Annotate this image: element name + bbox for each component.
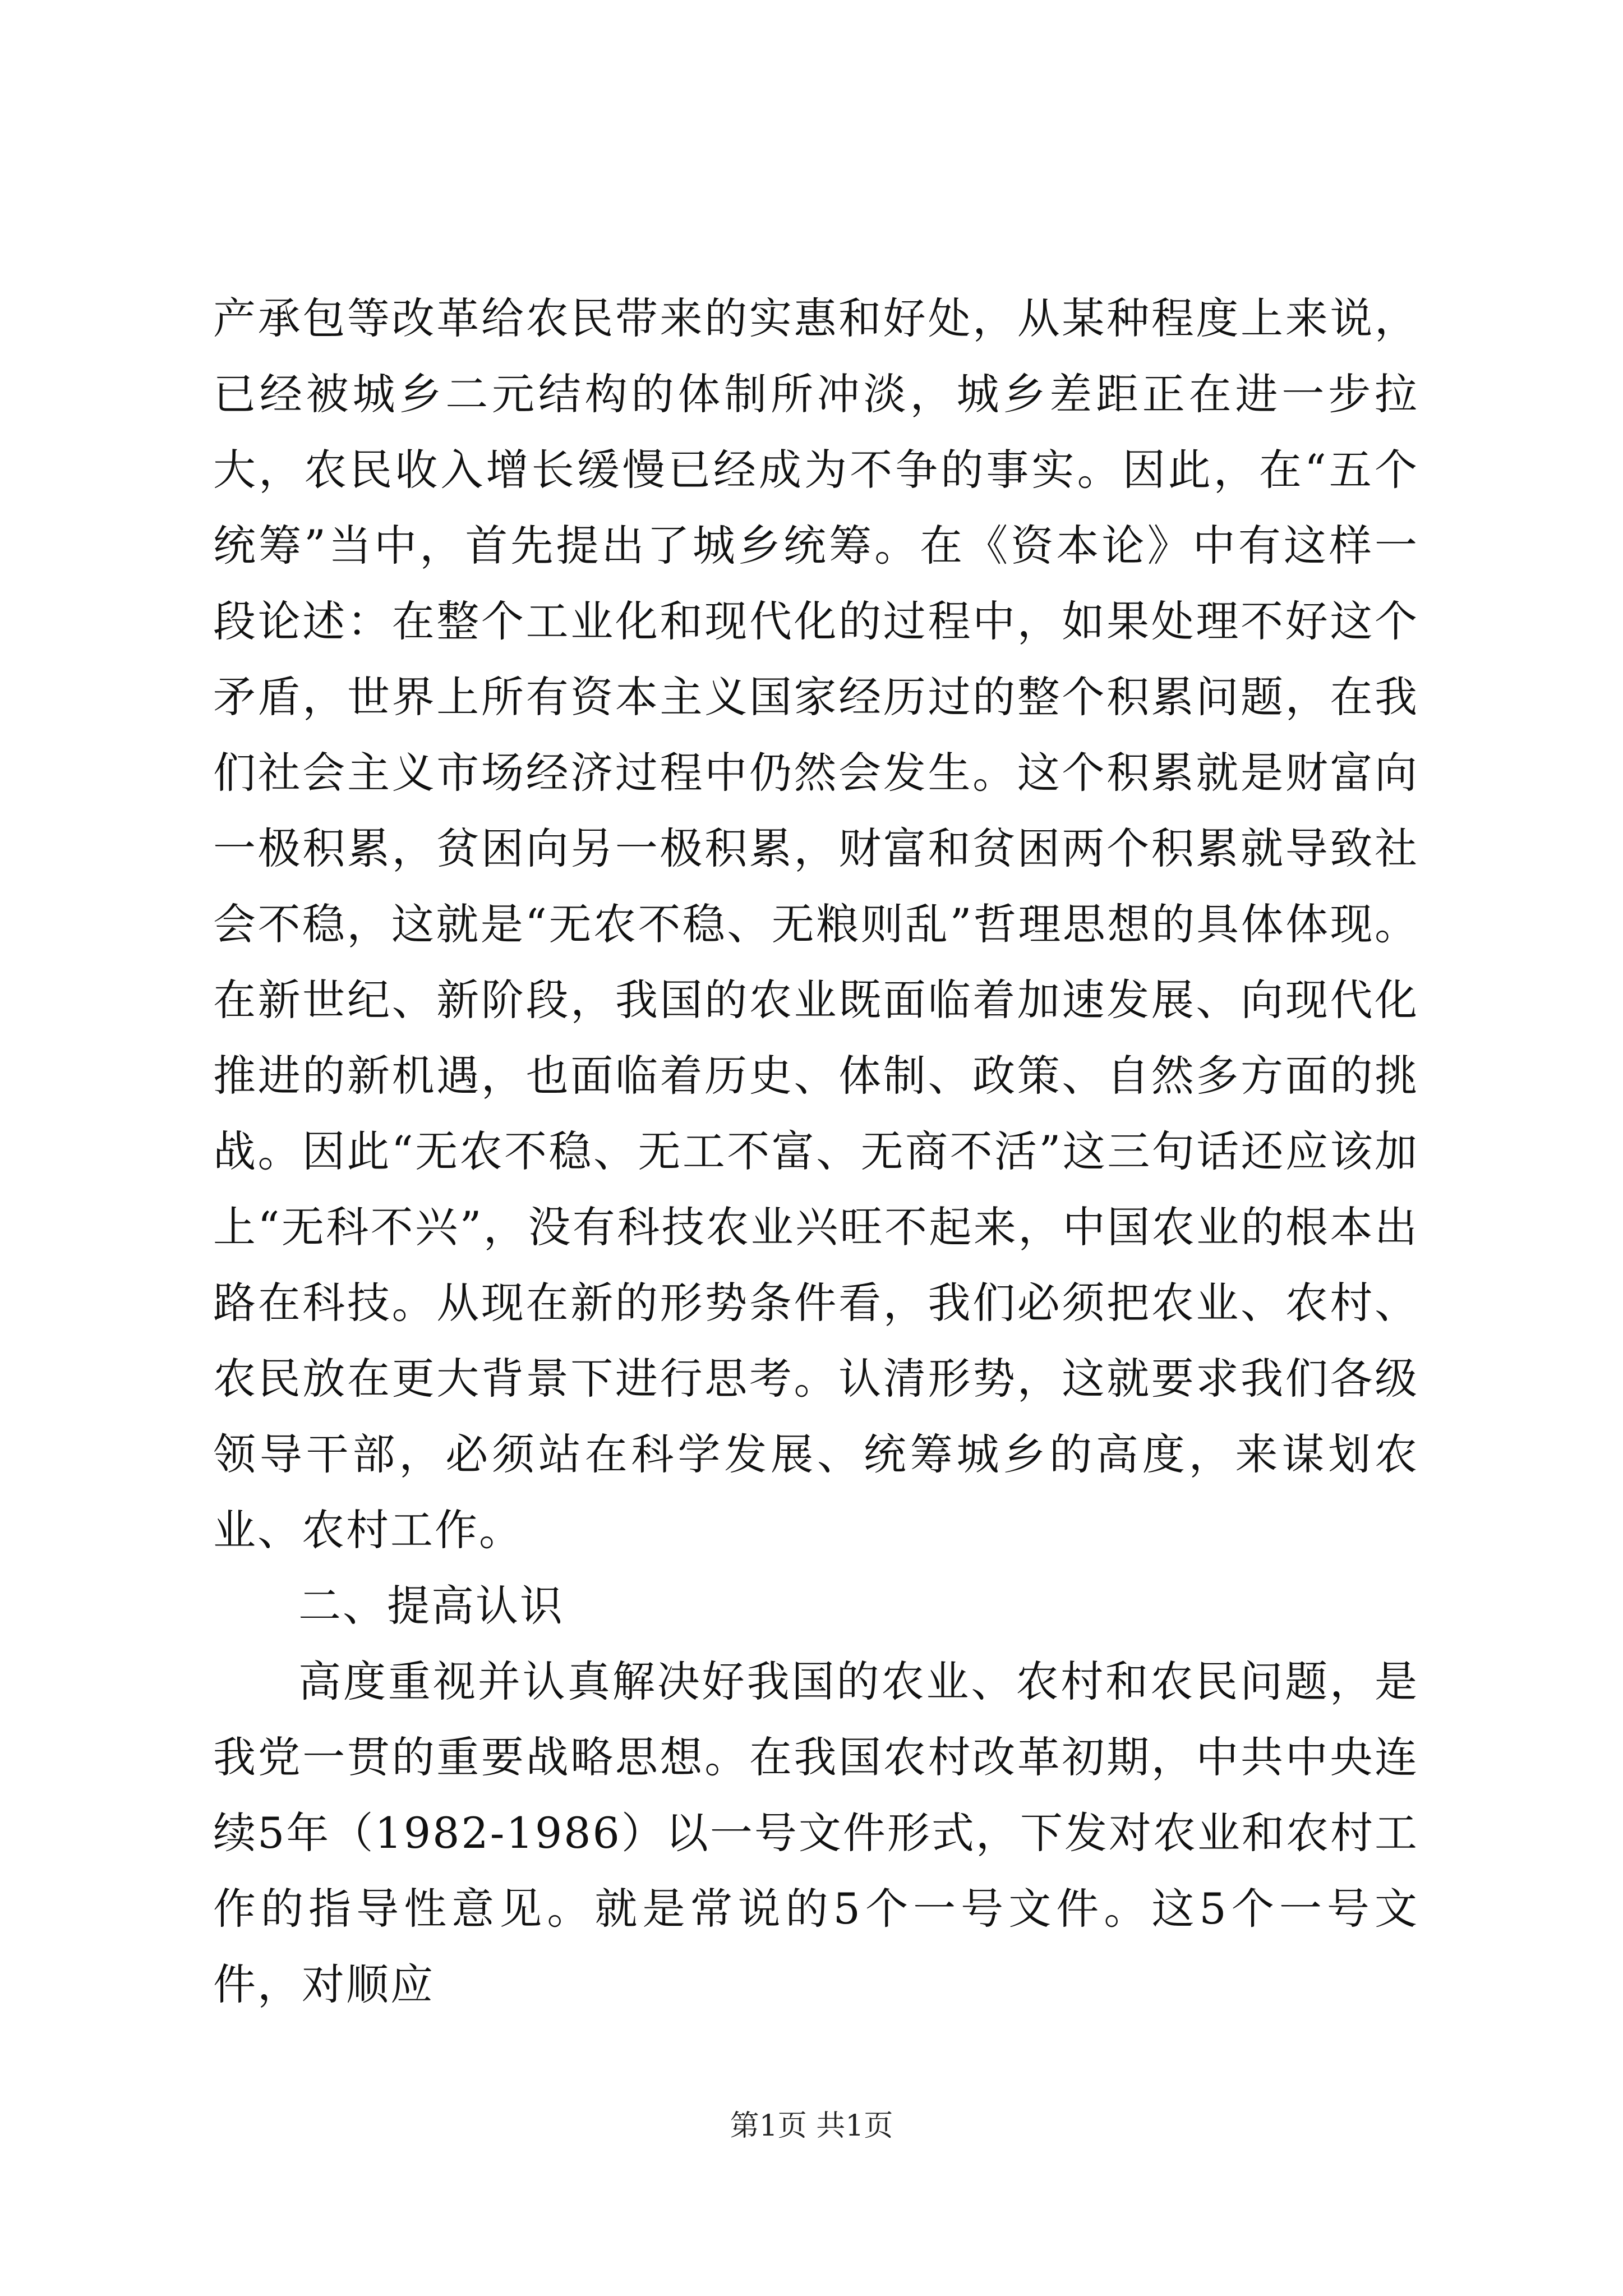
body-paragraph-1: 产承包等改革给农民带来的实惠和好处，从某种程度上来说，已经被城乡二元结构的体制所冲淡，城乡差距正在进一步拉大，农民收入增长缓慢已经成为不争的事实。因此，在“五个统筹”当中，首先提出了城乡统筹。在《资本论》中有这样一段论述：在整个工业化和现代化的过程中，如果处理不好这个矛盾，世界上所有资本主义国家经历过的整个积累问题，在我们社会主义市场经济过程中仍然会发生。这个积累就是财富向一极积累，贫困向另一极积累，财富和贫困两个积累就导致社会不稳，这就是“无农不稳、无粮则乱”哲理思想的具体体现。在新世纪、新阶段，我国的农业既面临着加速发展、向现代化推进的新机遇，也面临着历史、体制、政策、自然多方面的挑战。因此“无农不稳、无工不富、无商不活”这三句话还应该加上“无科不兴”，没有科技农业兴旺不起来，中国农业的根本出路在科技。从现在新的形势条件看，我们必须把农业、农村、农民放在更大背景下进行思考。认清形势，这就要求我们各级领导干部，必须站在科学发展、统筹城乡的高度，来谋划农业、农村工作。 <box>213 293 1419 1555</box>
page-footer: 第1页 共1页 <box>730 2109 893 2143</box>
document-body <box>213 280 1419 2022</box>
body-paragraph-2: 高度重视并认真解决好我国的农业、农村和农民问题，是我党一贯的重要战略思想。在我国农村改革初期，中共中央连续5年（1982-1986）以一号文件形式，下发对农业和农村工作的指导性意见。就是常说的5个一号文件。这5个一号文件，对顺应 <box>213 1657 1419 2009</box>
section-heading: 二、提高认识 <box>298 1581 564 1631</box>
